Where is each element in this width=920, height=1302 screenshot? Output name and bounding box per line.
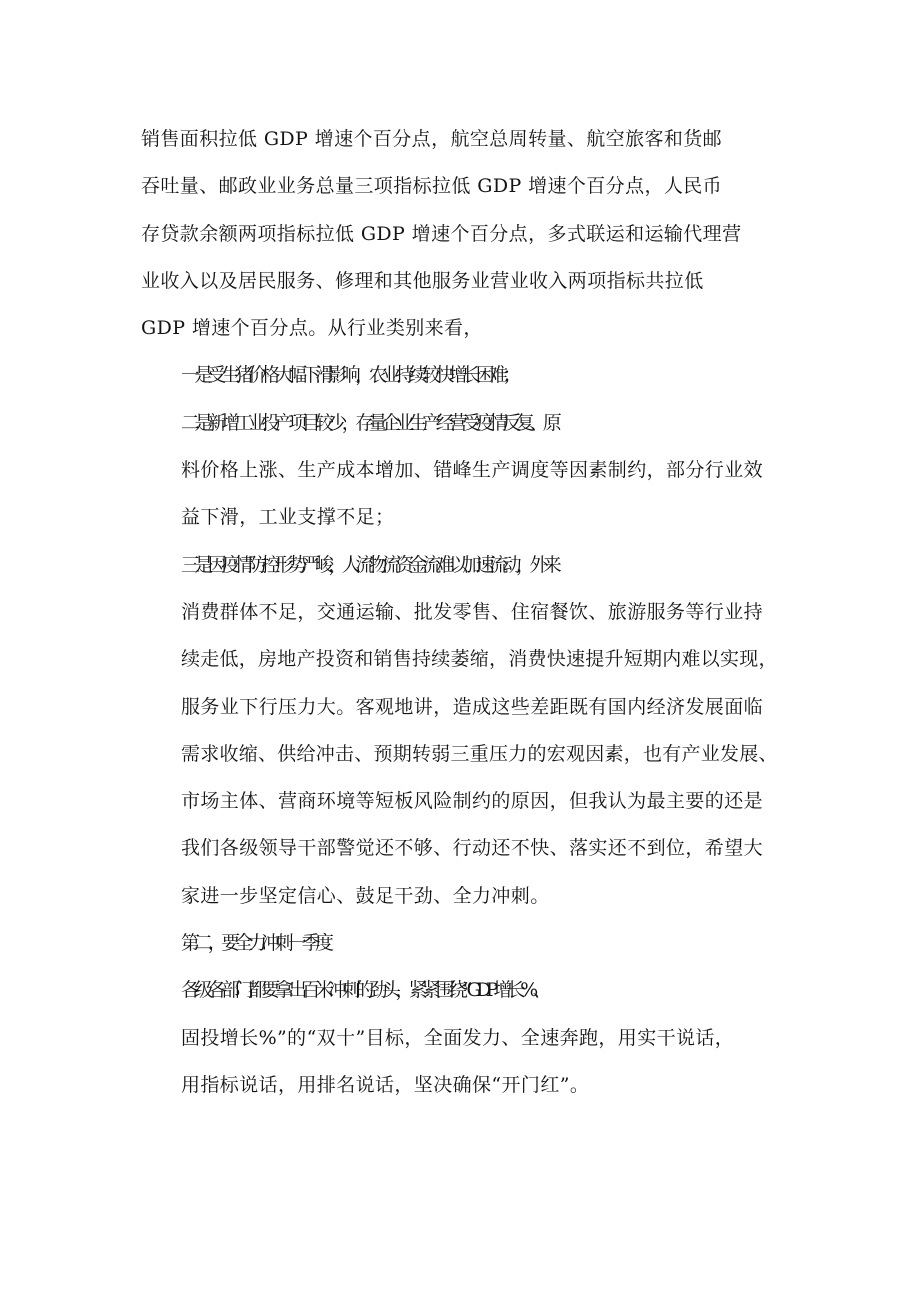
- text-line: 各级各部门都要拿出百米冲刺的劲头，紧紧围绕“GDP 增长%、: [181, 979, 547, 1002]
- document-body: [141, 116, 781, 1109]
- text-line: 二是新增工业投产项目较少，存量企业生产经营受疫情反复、原: [181, 411, 557, 434]
- text-line: 我们各级领导干部警觉还不够、行动还不快、落实还不到位，希望大: [181, 837, 764, 860]
- paragraph: [141, 920, 781, 967]
- text-line: 固投增长%”的“双十”目标，全面发力、全速奔跑，用实干说话，: [181, 1026, 735, 1049]
- text-line: 三是因疫情防控形势严峻，人流物流资金流难以加速流动，外来: [181, 553, 557, 576]
- text-line: 益下滑，工业支撑不足；: [181, 506, 395, 529]
- text-line: 业收入以及居民服务、修理和其他服务业营业收入两项指标共拉低: [141, 269, 704, 292]
- text-line: 吞吐量、邮政业业务总量三项指标拉低 GDP 增速个百分点，人民币: [141, 175, 723, 198]
- text-line: 家进一步坚定信心、鼓足干劲、全力冲刺。: [181, 884, 550, 907]
- paragraph: [141, 116, 781, 352]
- text-line: 服务业下行压力大。客观地讲，造成这些差距既有国内经济发展面临: [181, 695, 764, 718]
- paragraph: [141, 352, 781, 399]
- paragraph: [141, 400, 781, 542]
- paragraph: [141, 967, 781, 1109]
- text-line: 存贷款余额两项指标拉低 GDP 增速个百分点，多式联运和运输代理营: [141, 222, 742, 245]
- text-line: 续走低，房地产投资和销售持续萎缩，消费快速提升短期内难以实现，: [181, 648, 778, 671]
- text-line: 消费群体不足，交通运输、批发零售、住宿餐饮、旅游服务等行业持: [181, 600, 764, 623]
- text-line: GDP 增速个百分点。从行业类别来看，: [141, 317, 483, 340]
- text-line: 一是受生猪价格大幅下滑影响，农业持续较快增长困难；: [181, 364, 517, 387]
- text-line: 市场主体、营商环境等短板风险制约的原因，但我认为最主要的还是: [181, 790, 764, 813]
- paragraph: [141, 542, 781, 920]
- text-line: 第二，要全力冲刺一季度: [181, 932, 329, 955]
- text-line: 销售面积拉低 GDP 增速个百分点，航空总周转量、航空旅客和货邮: [141, 128, 723, 150]
- text-line: 用指标说话，用排名说话，坚决确保“开门红”。: [181, 1073, 590, 1096]
- text-line: 料价格上涨、生产成本增加、错峰生产调度等因素制约，部分行业效: [181, 459, 764, 482]
- text-line: 需求收缩、供给冲击、预期转弱三重压力的宏观因素，也有产业发展、: [181, 742, 778, 765]
